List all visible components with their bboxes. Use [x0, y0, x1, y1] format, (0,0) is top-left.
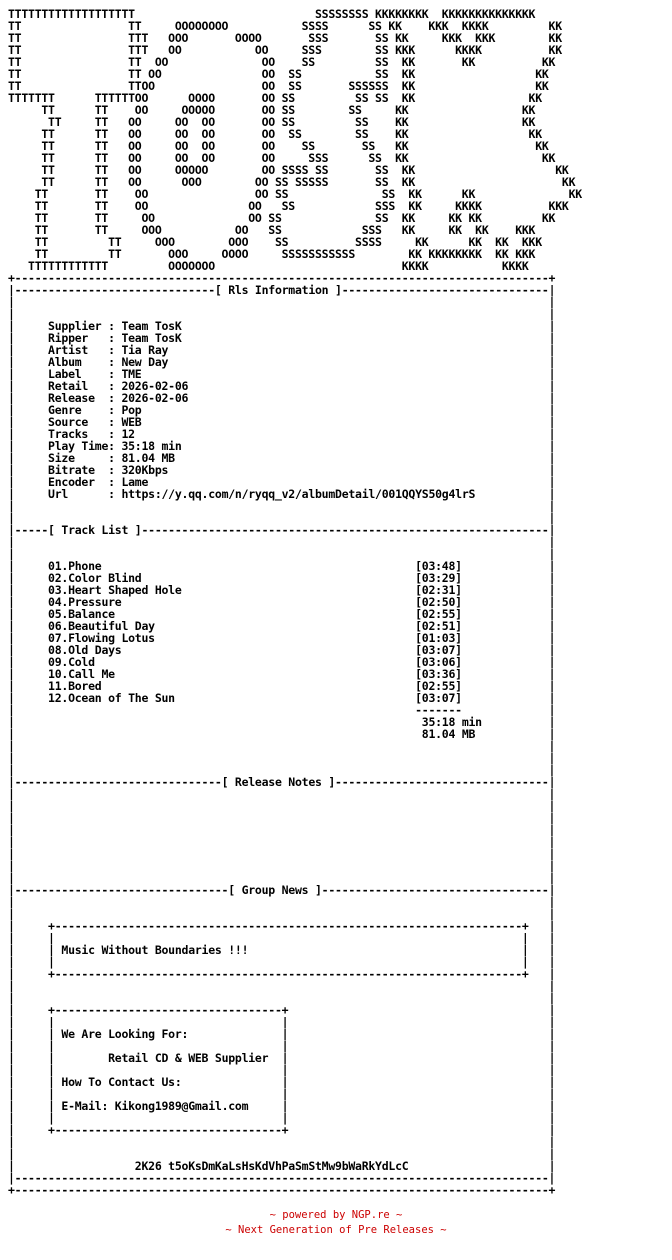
contact-box-blank: | | [14, 1111, 549, 1125]
info-row: Label : TME [14, 367, 549, 381]
track-row: 04.Pressure [02:50] [14, 595, 549, 609]
contact-email: | E-Mail: Kikong1989@Gmail.com | [14, 1099, 549, 1113]
info-row: Encoder : Lame [14, 475, 549, 489]
contact-box-blank: | | [14, 1039, 549, 1053]
track-row: 01.Phone [03:48] [14, 559, 549, 573]
logo-ascii-line: TT TTT OOO OOOO SSS SS KK KKK KKK KK [8, 31, 562, 45]
info-row: Ripper : Team TosK [14, 331, 549, 345]
logo-ascii-line: TT TT OOOOOOOO SSSS SS KK KKK KKKK KK [8, 19, 562, 33]
logo-ascii-line: TTTTTTT TTTTTTOO OOOO OO SS SS SS KK KK [8, 91, 542, 105]
info-row: Release : 2026-02-06 [14, 391, 549, 405]
logo-ascii-line: TT TT OOO OOO SS SSSS KK KK KK KKK [8, 235, 542, 249]
logo-ascii-line: TT TT OO OO OO OO SSS SS KK KK [8, 151, 556, 165]
totals-divider: ------- [14, 703, 549, 717]
contact-label: | How To Contact Us: | [14, 1075, 549, 1089]
contact-box-blank: | | [14, 1015, 549, 1029]
info-row: Source : WEB [14, 415, 549, 429]
logo-ascii-line: TTTTTTTTTTTTTTTTTTT SSSSSSSS KKKKKKKK KKKKKKKKKKKKKK [8, 7, 536, 21]
track-row: 12.Ocean of The Sun [03:07] [14, 691, 549, 705]
motto-text: | Music Without Boundaries !!! | [14, 943, 549, 957]
looking-for-value: | Retail CD & WEB Supplier | [14, 1051, 549, 1065]
logo-ascii-line: TT TT OO OO SS SS KK KK KK [8, 187, 582, 201]
logo-ascii-line: TT TT OO OOO OO SS SSSSS SS KK KK [8, 175, 576, 189]
total-time: 35:18 min [14, 715, 549, 729]
motto-box-bottom: +----------------------------------------------------------------------+ [14, 967, 549, 981]
logo-ascii-line: TT TT OO OO OO OO SS SS KK KK [8, 139, 549, 153]
track-row: 07.Flowing Lotus [01:03] [14, 631, 549, 645]
track-row: 10.Call Me [03:36] [14, 667, 549, 681]
track-row: 02.Color Blind [03:29] [14, 571, 549, 585]
track-row: 11.Bored [02:55] [14, 679, 549, 693]
logo-ascii-line: TTTTTTTTTTTT OOOOOOO KKKK KKKK [8, 259, 529, 273]
contact-box-blank: | | [14, 1087, 549, 1101]
logo-ascii-line: TT TTOO OO SS SSSSSS KK KK [8, 79, 549, 93]
motto-box-top: +----------------------------------------------------------------------+ [14, 919, 549, 933]
track-row: 06.Beautiful Day [02:51] [14, 619, 549, 633]
signature: 2K26 t5oKsDmKaLsHsKdVhPaSmStMw9bWaRkYdLcC [14, 1159, 549, 1173]
section-title-rls-info: [ Rls Information ] [214, 283, 342, 297]
track-row: 05.Balance [02:55] [14, 607, 549, 621]
contact-box-blank: | | [14, 1063, 549, 1077]
contact-box-bottom: +----------------------------------+ [14, 1123, 549, 1137]
contact-box-top: +----------------------------------+ [14, 1003, 549, 1017]
info-row: Retail : 2026-02-06 [14, 379, 549, 393]
info-row: Album : New Day [14, 355, 549, 369]
info-row: Bitrate : 320Kbps [14, 463, 549, 477]
track-row: 08.Old Days [03:07] [14, 643, 549, 657]
track-row: 09.Cold [03:06] [14, 655, 549, 669]
logo-ascii-line: TT TT OO OO SS SS KK KK KK KK [8, 211, 556, 225]
info-row: Tracks : 12 [14, 427, 549, 441]
logo-ascii-line: TT TT OO OO SS SS KK KK KK [8, 55, 556, 69]
logo-ascii-line: TT TT OO OO OO OO SS SS KK KK [8, 115, 536, 129]
powered-by-footer [0, 1208, 672, 1238]
tagline-line: ~ Next Generation of Pre Releases ~ [225, 1224, 447, 1236]
logo-ascii-line: TT TT OOO OO SS SSS KK KK KK KKK [8, 223, 536, 237]
logo-ascii-line: TT TT OO OOOOO OO SSSS SS SS KK KK [8, 163, 569, 177]
track-row: 03.Heart Shaped Hole [02:31] [14, 583, 549, 597]
motto-box-blank: | | [14, 931, 549, 945]
section-title-group-news: [ Group News ] [228, 883, 322, 897]
logo-ascii-line: TT TTT OO OO SSS SS KKK KKKK KK [8, 43, 562, 57]
looking-for-label: | We Are Looking For: | [14, 1027, 549, 1041]
logo-ascii-line: TT TT OO OO OO OO SS SS KK KK [8, 127, 542, 141]
section-title-track-list: [ Track List ] [48, 523, 142, 537]
info-row: Url : https://y.qq.com/n/ryqq_v2/albumDetail/001QQYS50g4lrS [14, 487, 549, 501]
info-row: Play Time: 35:18 min [14, 439, 549, 453]
logo-ascii-line: TT TT OO OO SS SS KK KK [8, 67, 549, 81]
motto-box-blank: | | [14, 955, 549, 969]
logo-ascii-line: TT TT OOO OOOO SSSSSSSSSSS KK KKKKKKKK KK KKK [8, 247, 536, 261]
nfo-document: TTTTTTTTTTTTTTTTTTT SSSSSSSS KKKKKKKK KKKKKKKKKKKKKK TT TT OOOOOOOO SSSS SS KK KKK KKKK KK TT TTT OOO OOOO SSS SS KK KKK KKK KK TT TTT OO OO SSS SS KKK KKKK KK TT TT OO OO SS SS KK KK KK TT TT OO OO SS SS KK KK TT TTOO OO SS SSSSSS KK KK TTTTTTT TTTTTTOO OOOO OO SS SS SS KK KK TT TT OO OOOOO OO SS SS KK KK TT TT OO OO OO OO SS SS KK KK TT TT OO OO OO OO SS SS KK KK TT TT OO OO OO OO SS SS KK KK TT TT OO OO OO OO SSS SS KK KK TT TT OO OOOOO OO SSSS SS SS KK KK TT TT OO OOO OO SS SSSSS SS KK KK TT TT OO OO SS SS KK KK KK TT TT OO OO SS SSS KK KKKK KKK TT TT OO OO SS SS KK KK KK KK TT TT OOO OO SS SSS KK KK KK KKK TT TT OOO OOO SS SSSS KK KK KK KKK TT TT OOO OOOO SSSSSSSSSSS KK KKKKKKKK KK KKK TTTTTTTTTTTT OOOOOOO KKKK KKKK +--------------------------------------------------------------------------------+ |------------------------------[ Rls Information ]-------------------------------| | | | | | Supplier : Team TosK | | Ripper : Team TosK | | Artist : Tia Ray | | Album : New Day | | Label : TME | | Retail : 2026-02-06 | | Release : 2026-02-06 | | Genre : Pop | | Source : WEB | | Tracks : 12 | | Play Time: 35:18 min | | Size : 81.04 MB | | Bitrate : 320Kbps | | Encoder : Lame | | Url : https://y.qq.com/n/ryqq_v2/albumDetail/001QQYS50g4lrS | | | | | |-----[ Track List ]-------------------------------------------------------------| | | | | | 01.Phone [03:48] | | 02.Color Blind [03:29] | | 03.Heart Shaped Hole [02:31] | | 04.Pressure [02:50] | | 05.Balance [02:55] | | 06.Beautiful Day [02:51] | | 07.Flowing Lotus [01:03] | | 08.Old Days [03:07] | | 09.Cold [03:06] | | 10.Call Me [03:36] | | 11.Bored [02:55] | | 12.Ocean of The Sun [03:07] | | ------- | | 35:18 min | | 81.04 MB | | | | | | | |-------------------------------[ Release Notes ]--------------------------------| | | | | | | | | | | | | | | | | |--------------------------------[ Group News ]----------------------------------| | | | | | +----------------------------------------------------------------------+ | | | | | | | Music Without Boundaries !!! | | | | | | | +----------------------------------------------------------------------+ | | | | | | +----------------------------------+ | | | | | | | We Are Looking For: | | | | | | | | Retail CD & WEB Supplier | | | | | | | | How To Contact Us: | | | | | | | | E-Mail: Kikong1989@Gmail.com | | | | | | | +----------------------------------+ | | | | | | 2K26 t5oKsDmKaLsHsKdVhPaSmStMw9bWaRkYdLcC | |--------------------------------------------------------------------------------| +--------------------------------------------------------------------------------+ [8, 7, 582, 1197]
logo-ascii-line: TT TT OO OOOOO OO SS SS KK KK [8, 103, 536, 117]
info-row: Supplier : Team TosK [14, 319, 549, 333]
powered-by-line: ~ powered by NGP.re ~ [269, 1209, 403, 1221]
info-row: Genre : Pop [14, 403, 549, 417]
info-row: Artist : Tia Ray [14, 343, 549, 357]
logo-ascii-line: TT TT OO OO SS SSS KK KKKK KKK [8, 199, 569, 213]
total-size: 81.04 MB [14, 727, 549, 741]
info-row: Size : 81.04 MB [14, 451, 549, 465]
section-title-release-notes: [ Release Notes ] [221, 775, 336, 789]
